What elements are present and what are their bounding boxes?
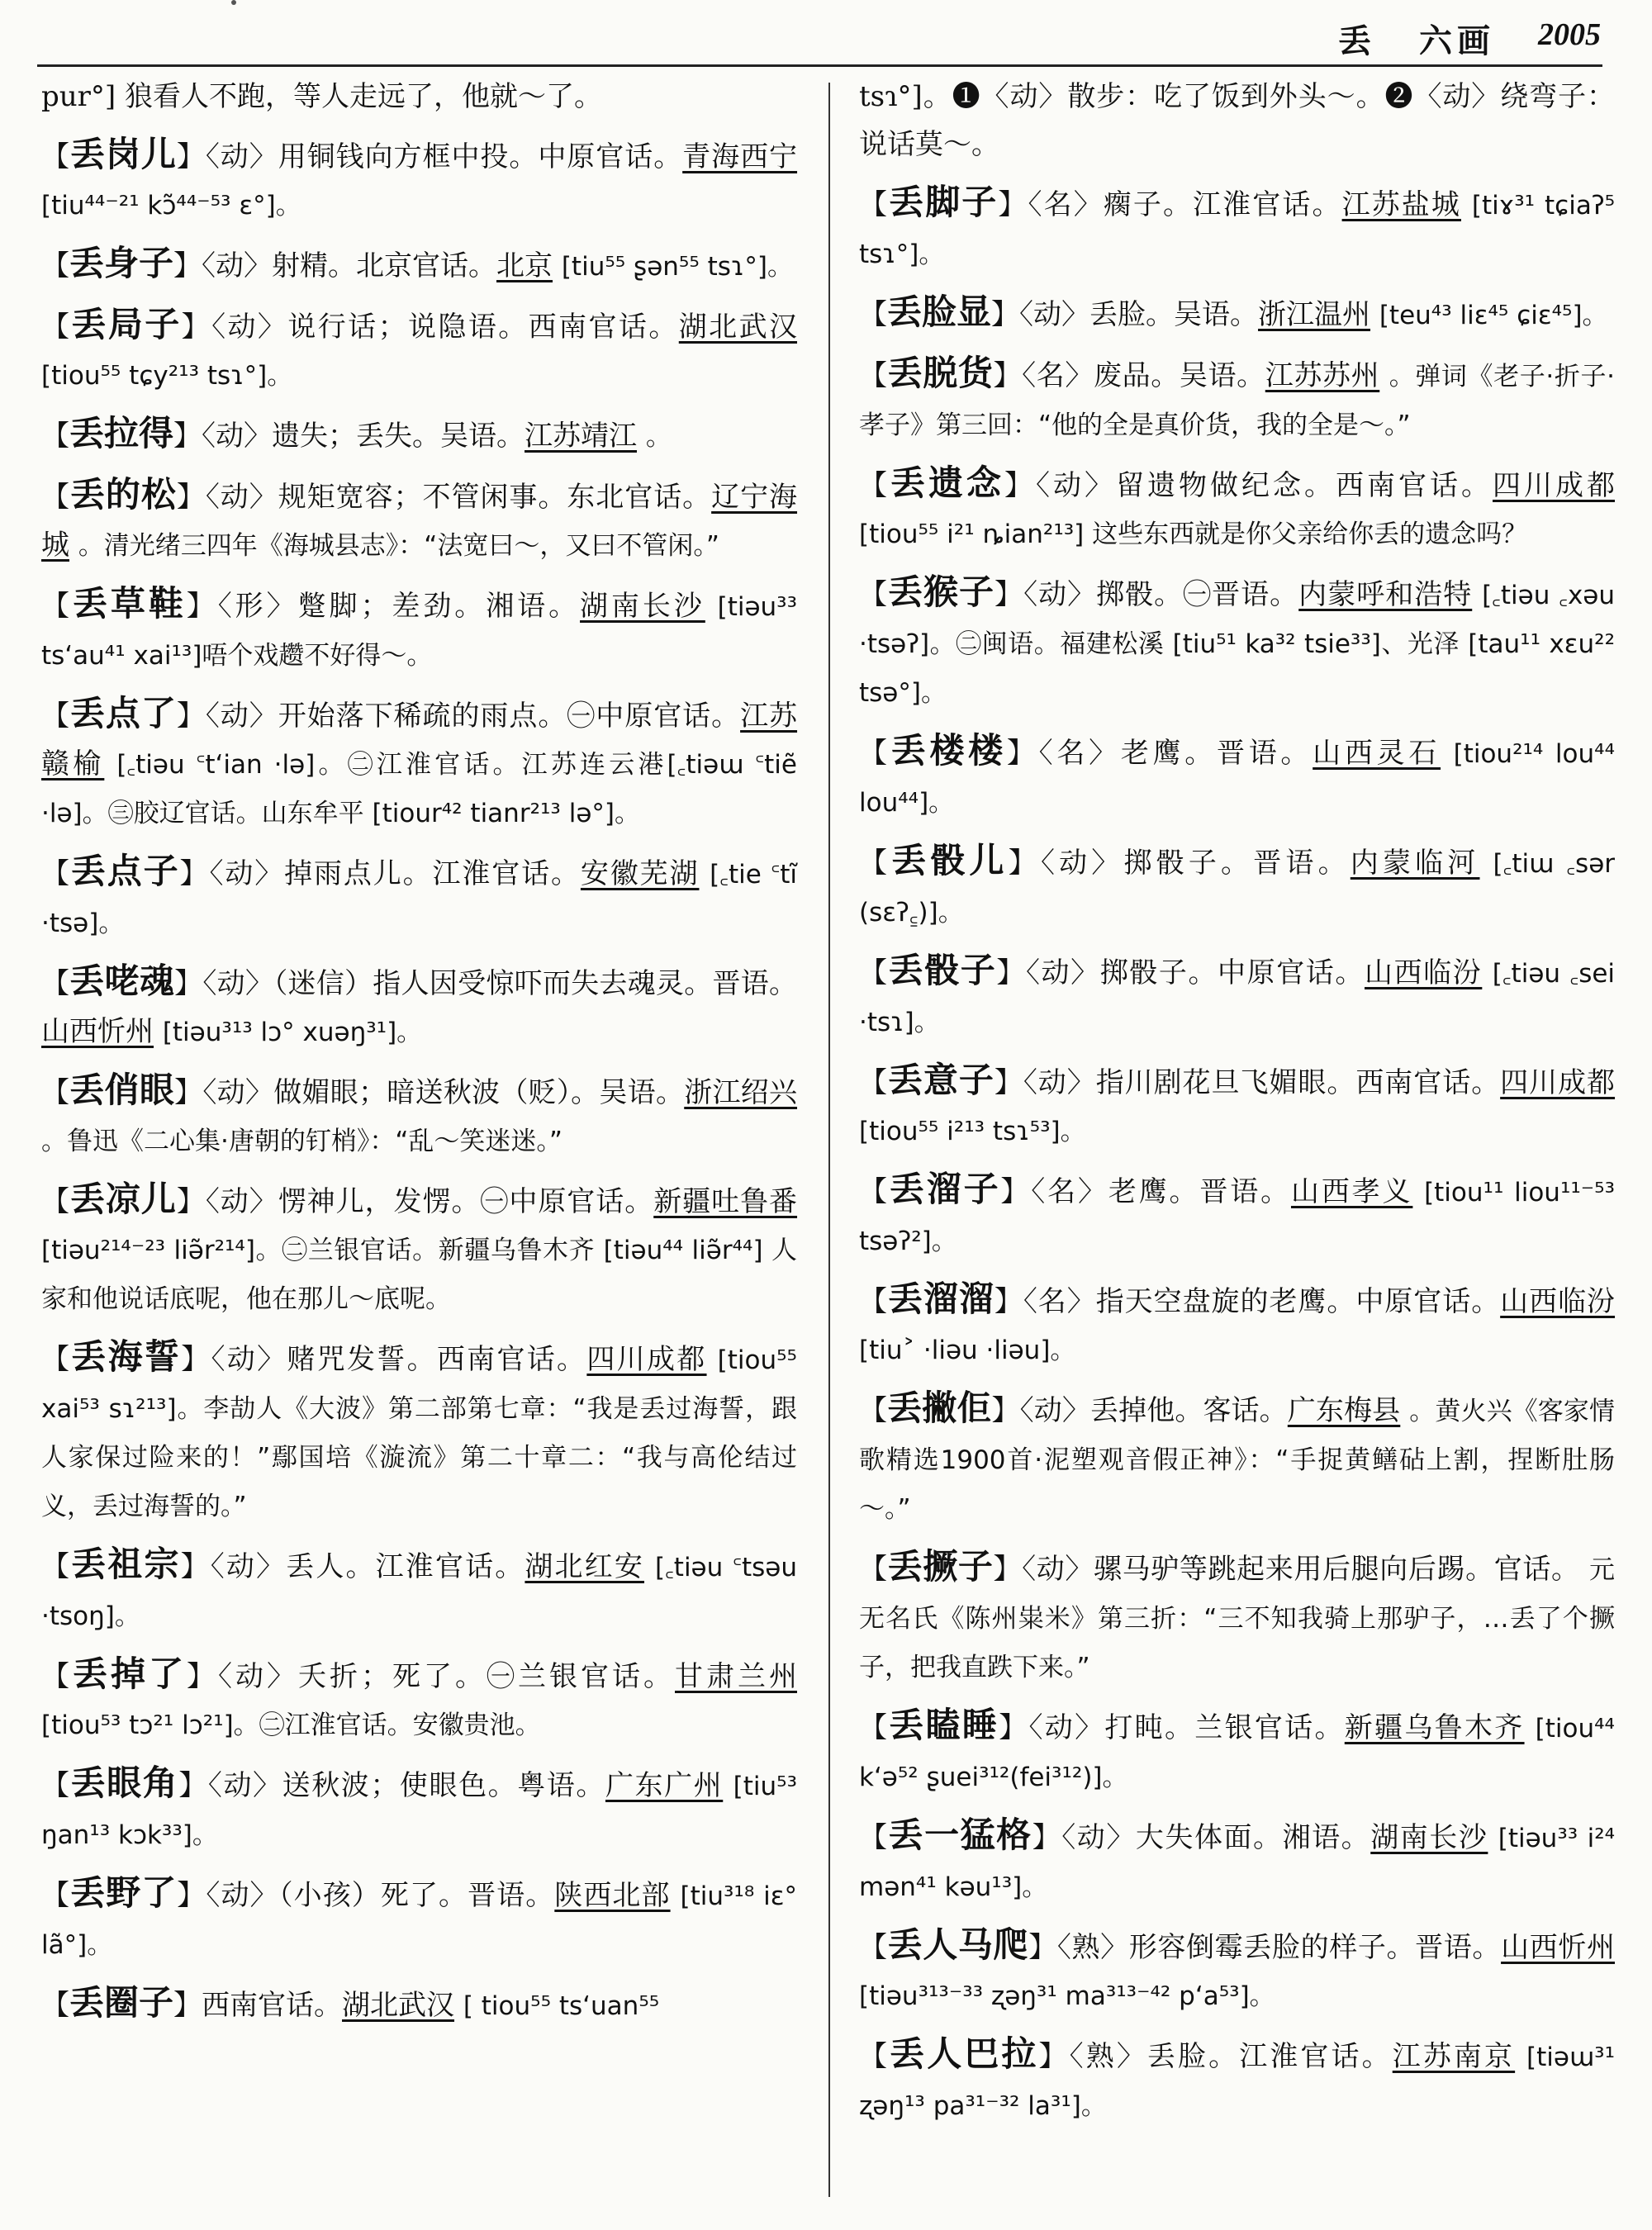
part-of-speech: 〈动〉: [202, 420, 273, 453]
definition-text: 指川剧花旦飞媚眼。西南官话。: [1095, 1066, 1501, 1099]
dictionary-entry: 【丢海誓】〈动〉赌咒发誓。西南官话。四川成都 [tiou⁵⁵ xai⁵³ sɿ²¹³]。李劼人《大波》第二部第七章：“我是丢过海誓，跟人家保过险来的！”鄢国培《漩流》第二十章二：“我与高伦结过义，丢过海誓的。”: [41, 1336, 797, 1521]
part-of-speech: 〈熟〉: [1056, 1931, 1129, 1964]
phonetic-transcription: 。鲁迅《二心集·唐朝的钉梢》：“乱～笑迷迷。”: [41, 1127, 563, 1156]
definition-text: 西南官话。: [202, 1989, 343, 2022]
part-of-speech: 〈动〉: [202, 967, 274, 1000]
dictionary-entry: 【丢局子】〈动〉说行话；说隐语。西南官话。湖北武汉 [tiou⁵⁵ tɕy²¹³ tsɿ°]。: [41, 304, 798, 391]
dialect-location: 山西灵石: [1313, 737, 1441, 770]
definition-text: 遗失；丢失。吴语。: [272, 420, 525, 453]
definition-text: pur°] 狼看人不跑，等人走远了，他就～了。: [41, 80, 602, 113]
dictionary-entry: 【丢身子】〈动〉射精。北京官话。北京 [tiu⁵⁵ ʂən⁵⁵ tsɿ°]。: [41, 243, 793, 283]
dictionary-entry: 【丢点了】〈动〉开始落下稀疏的雨点。㊀中原官话。江苏赣榆 [꜀tiəu ꜂tʻian ·lə]。㊁江淮官话。江苏连云港[꜀tiəɯ ꜂tiẽ ·lə]。㊂胶辽官话。山东牟平 [tiour⁴² tianr²¹³ lə°]。: [41, 693, 798, 828]
entry-headword: 丢掉了: [73, 1654, 187, 1694]
dialect-location: 辽宁海城: [41, 481, 798, 562]
entry-headword: 丢点子: [70, 851, 180, 891]
dialect-location: 江苏南京: [1392, 2040, 1516, 2073]
definition-text: tsɿ°]。❶〈动〉散步：吃了饭到外头～。❷〈动〉绕弯子：说话莫～。: [859, 80, 1615, 161]
dialect-location: 山西临汾: [1364, 956, 1483, 989]
part-of-speech: 〈动〉: [1025, 956, 1100, 989]
part-of-speech: 〈动〉: [211, 311, 288, 344]
entry-headword: 丢凉儿: [69, 1179, 177, 1219]
dialect-location: 安徽芜湖: [580, 857, 700, 890]
phonetic-transcription: [tiu⁴⁴⁻²¹ kɔ̃⁴⁴⁻⁵³ ɛ°]。: [41, 191, 301, 221]
entry-headword: 丢身子: [69, 243, 174, 283]
dictionary-entry: 【丢撇佢】〈动〉丢掉他。客话。广东梅县 。黄火兴《客家情歌精选1900首·泥塑观音假正神》：“手捉黄鳝砧上割，捏断肚肠～。”: [859, 1388, 1616, 1524]
dictionary-entry: [41, 73, 797, 121]
phonetic-transcription: [tiu⁵⁵ ʂən⁵⁵ tsɿ°]。: [561, 252, 793, 282]
entry-headword: 丢猴子: [888, 572, 995, 612]
phonetic-transcription: [tiou⁵³ tɔ²¹ lɔ²¹]。㊁江淮官话。安徽贵池。: [41, 1710, 541, 1740]
entry-headword: 丢脸显: [887, 292, 992, 332]
definition-text: 丢人。江淮官话。: [286, 1550, 525, 1583]
entry-headword: 丢脱货: [887, 353, 994, 393]
dialect-location: 内蒙临河: [1350, 847, 1480, 880]
page-header: [0, 0, 1652, 66]
dialect-location: 青海西宁: [682, 140, 798, 173]
part-of-speech: 〈动〉: [206, 1879, 279, 1912]
part-of-speech: 〈名〉: [1022, 359, 1094, 392]
dialect-location: 广东梅县: [1287, 1394, 1401, 1427]
definition-text: 掷骰。㊀晋语。: [1096, 578, 1299, 611]
definition-text: 蹩脚；差劲。湘语。: [297, 590, 581, 623]
part-of-speech: 〈动〉: [1061, 1821, 1136, 1854]
definition-text: 掷骰子。中原官话。: [1099, 956, 1365, 989]
entry-headword: 丢人巴拉: [890, 2033, 1039, 2074]
entry-headword: 丢的松: [69, 474, 177, 515]
entry-headword: 丢撇佢: [887, 1388, 992, 1428]
definition-text: 老鹰。晋语。: [1108, 1175, 1291, 1208]
part-of-speech: 〈熟〉: [1069, 2040, 1147, 2073]
entry-headword: 丢溜子: [889, 1169, 1001, 1209]
part-of-speech: 〈动〉: [1023, 578, 1097, 611]
entry-headword: 丢祖宗: [71, 1544, 181, 1584]
part-of-speech: 〈动〉: [207, 1769, 282, 1802]
entry-headword: 丢人马爬: [887, 1924, 1029, 1965]
definition-text: 丢脸。吴语。: [1089, 298, 1259, 331]
dialect-location: 新疆乌鲁木齐: [1344, 1711, 1525, 1744]
dictionary-entry: 【丢脱货】〈名〉废品。吴语。江苏苏州 。弹词《老子·折子·孝子》第三回：“他的全是真价货，我的全是～。”: [859, 353, 1616, 440]
part-of-speech: 〈动〉: [218, 1660, 298, 1693]
dialect-location: 湖北红安: [525, 1550, 644, 1583]
dialect-location: 江苏靖江: [525, 420, 638, 453]
phonetic-transcription: [tiou¹¹ liou¹¹⁻⁵³ tsəʔ²]。: [859, 1178, 1616, 1256]
entry-headword: 丢拉得: [69, 413, 174, 453]
definition-text: 送秋波；使眼色。粤语。: [282, 1769, 605, 1802]
definition-text: 开始落下稀疏的雨点。㊀中原官话。: [278, 700, 741, 733]
phonetic-transcription: [꜀tiəu ꜂tʻian ·lə]。㊁江淮官话。江苏连云港[꜀tiəɯ ꜂tiẽ ·lə]。㊂胶辽官话。山东牟平 [tiour⁴² tianr²¹³ lə°]。: [41, 750, 797, 828]
phonetic-transcription: [ tiou⁵⁵ tsʻuan⁵⁵: [463, 1991, 660, 2021]
dictionary-entry: 【丢溜溜】〈名〉指天空盘旋的老鹰。中原官话。山西临汾 [tiu˃ ·liəu ·liəu]。: [859, 1279, 1616, 1365]
part-of-speech: 〈动〉: [209, 857, 285, 890]
phonetic-transcription: [tiəu²¹⁴⁻²³ liə̃r²¹⁴]。㊁兰银官话。新疆乌鲁木齐 [tiəu⁴⁴ liə̃r⁴⁴] 人家和他说话底呢，他在那儿～底呢。: [41, 1236, 797, 1314]
phonetic-transcription: [tiəu³¹³ lɔ° xuəŋ³¹]。: [162, 1018, 423, 1047]
dictionary-entry: 【丢咾魂】〈动〉（迷信）指人因受惊吓而失去魂灵。晋语。山西忻州 [tiəu³¹³ lɔ° xuəŋ³¹]。: [41, 961, 798, 1048]
phonetic-transcription: [teu⁴³ liɛ⁴⁵ ɕiɛ⁴⁵]。: [1379, 301, 1608, 330]
definition-text: 掷骰子。晋语。: [1123, 847, 1351, 880]
entry-headword: 丢楼楼: [890, 730, 1007, 771]
definition-text: 用铜钱向方框中投。中原官话。: [278, 140, 683, 173]
dictionary-entry: 【丢圈子】西南官话。湖北武汉 [ tiou⁵⁵ tsʻuan⁵⁵: [41, 1982, 660, 2023]
definition-text: 规矩宽容；不管闲事。东北官话。: [278, 481, 712, 514]
definition-text: 瘸子。江淮官话。: [1103, 188, 1342, 221]
dictionary-entry: 【丢眼角】〈动〉送秋波；使眼色。粤语。广东广州 [tiu⁵³ ŋan¹³ kɔk³³]。: [41, 1763, 798, 1850]
dictionary-entry: 【丢祖宗】〈动〉丢人。江淮官话。湖北红安 [꜀tiəu ꜂tsəu ·tsoŋ]。: [41, 1544, 798, 1631]
entry-headword: 丢骰子: [888, 950, 997, 990]
dialect-location: 江苏盐城: [1341, 188, 1461, 221]
phonetic-transcription: [tiou⁵⁵ i²¹³ tsɿ⁵³]。: [859, 1117, 1086, 1146]
dictionary-entry: 【丢一猛格】〈动〉大失体面。湘语。湖南长沙 [tiəu³³ i²⁴ mən⁴¹ kəu¹³]。: [859, 1815, 1616, 1902]
dialect-location: 四川成都: [1500, 1066, 1616, 1099]
entry-headword: 丢瞌睡: [889, 1705, 999, 1745]
dialect-location: 浙江温州: [1258, 298, 1371, 331]
definition-text: 愣神儿，发愣。㊀中原官话。: [278, 1185, 654, 1218]
definition-text: 老鹰。晋语。: [1120, 737, 1313, 770]
entry-headword: 丢局子: [71, 304, 182, 344]
entry-headword: 丢溜溜: [887, 1279, 995, 1319]
part-of-speech: 〈动〉: [1023, 1066, 1096, 1099]
entry-headword: 丢草鞋: [72, 583, 187, 624]
dictionary-entry: 【丢撅子】〈动〉骡马驴等跳起来用后腿向后踢。官话。 元无名氏《陈州粜米》第三折：“三不知我骑上那驴子，…丢了个撅子，把我直跌下来。”: [859, 1546, 1616, 1682]
dialect-location: 江苏赣榆: [41, 700, 798, 780]
definition-text: 掉雨点儿。江淮官话。: [284, 857, 581, 890]
dictionary-entry: 【丢楼楼】〈名〉老鹰。晋语。山西灵石 [tiou²¹⁴ lou⁴⁴ lou⁴⁴]。: [859, 730, 1616, 818]
part-of-speech: 〈动〉: [211, 1343, 287, 1376]
part-of-speech: 〈动〉: [1019, 1394, 1090, 1427]
dictionary-entry: 【丢俏眼】〈动〉做媚眼；暗送秋波（贬）。吴语。浙江绍兴 。鲁迅《二心集·唐朝的钉梢》：“乱～笑迷迷。”: [41, 1070, 798, 1156]
definition-text: 说行话；说隐语。西南官话。: [287, 311, 679, 344]
phonetic-transcription: [tiou⁵⁵ tɕy²¹³ tsɿ°]。: [41, 361, 293, 391]
part-of-speech: 〈动〉: [1022, 1553, 1094, 1586]
phonetic-transcription: [꜀tiəu ꜀xəu ·tsəʔ]。㊁闽语。福建松溪 [tiu⁵¹ ka³² tsie³³]、光泽 [tau¹¹ xɛu²² tsə°]。: [859, 581, 1616, 708]
part-of-speech: 〈动〉: [1019, 298, 1090, 331]
dictionary-entry: 【丢野了】〈动〉（小孩）死了。晋语。陕西北部 [tiu³¹⁸ iɛ° lã°]。: [41, 1872, 798, 1960]
phonetic-transcription: [꜀tiəu ꜂tsəu ·tsoŋ]。: [41, 1553, 798, 1631]
dictionary-entry: 【丢点子】〈动〉掉雨点儿。江淮官话。安徽芜湖 [꜀tie ꜂tĩ ·tsə]。: [41, 851, 798, 938]
part-of-speech: 〈动〉: [205, 481, 278, 514]
entry-headword: 丢脚子: [889, 182, 999, 222]
entry-headword: 丢俏眼: [69, 1070, 175, 1110]
phonetic-transcription: 。弹词《老子·折子·孝子》第三回：“他的全是真价货，我的全是～。”: [859, 362, 1616, 440]
part-of-speech: 〈名〉: [1023, 1285, 1096, 1318]
phonetic-transcription: [tiəɯ³¹ ʐəŋ¹³ pa³¹⁻³² la³¹]。: [859, 2043, 1616, 2121]
phonetic-transcription: 元无名氏《陈州粜米》第三折：“三不知我骑上那驴子，…丢了个撅子，把我直跌下来。”: [859, 1555, 1616, 1682]
dialect-location: 北京: [496, 249, 553, 282]
dialect-location: 陕西北部: [554, 1879, 671, 1912]
dialect-location: 江苏苏州: [1265, 359, 1380, 392]
phonetic-transcription: 。: [645, 422, 672, 452]
phonetic-transcription: [꜀tiɯ ꜀sər (sɛʔ꜁)]。: [859, 849, 1616, 928]
header-rule: [37, 64, 1602, 67]
part-of-speech: 〈名〉: [1031, 1175, 1108, 1208]
phonetic-transcription: [tiu³¹⁸ iɛ° lã°]。: [41, 1881, 798, 1960]
part-of-speech: 〈名〉: [1038, 737, 1121, 770]
phonetic-transcription: [tiɤ³¹ tɕiaʔ⁵ tsɿ°]。: [859, 191, 1616, 269]
dictionary-entry: 【丢草鞋】〈形〉蹩脚；差劲。湘语。湖南长沙 [tiəu³³ tsʻau⁴¹ xai¹³]唔个戏趱不好得～。: [41, 583, 798, 671]
part-of-speech: 〈形〉: [217, 590, 298, 623]
entry-headword: 丢撅子: [887, 1546, 994, 1587]
part-of-speech: 〈动〉: [205, 1185, 278, 1218]
dictionary-entry: 【丢瞌睡】〈动〉打盹。兰银官话。新疆乌鲁木齐 [tiou⁴⁴ kʻə⁵² ʂuei³¹²(fei³¹²)]。: [859, 1705, 1615, 1792]
phonetic-transcription: [tiəu³¹³⁻³³ ʐəŋ³¹ ma³¹³⁻⁴² pʻa⁵³]。: [859, 1981, 1275, 2011]
dictionary-entry: 【丢凉儿】〈动〉愣神儿，发愣。㊀中原官话。新疆吐鲁番 [tiəu²¹⁴⁻²³ liə̃r²¹⁴]。㊁兰银官话。新疆乌鲁木齐 [tiəu⁴⁴ liə̃r⁴⁴] 人家和他说话底呢，他在那儿～底呢。: [41, 1179, 798, 1314]
dictionary-entry: 【丢猴子】〈动〉掷骰。㊀晋语。内蒙呼和浩特 [꜀tiəu ꜀xəu ·tsəʔ]。㊁闽语。福建松溪 [tiu⁵¹ ka³² tsie³³]、光泽 [tau¹¹ xɛu²² tsə°]。: [859, 572, 1616, 708]
dictionary-entry: 【丢人巴拉】〈熟〉丢脸。江淮官话。江苏南京 [tiəɯ³¹ ʐəŋ¹³ pa³¹⁻³² la³¹]。: [859, 2033, 1616, 2121]
dictionary-entry: 【丢骰儿】〈动〉掷骰子。晋语。内蒙临河 [꜀tiɯ ꜀sər (sɛʔ꜁)]。: [859, 840, 1616, 928]
phonetic-transcription: [꜀tiəu ꜀sei ·tsɿ]。: [859, 959, 1616, 1037]
column-divider: [828, 83, 830, 2197]
dialect-location: 湖北武汉: [678, 311, 798, 344]
entry-headword: 丢骰儿: [891, 840, 1009, 880]
dialect-location: 山西临汾: [1500, 1285, 1616, 1318]
entry-headword: 丢海誓: [71, 1336, 182, 1377]
dialect-location: 浙江绍兴: [684, 1076, 798, 1109]
dialect-location: 湖南长沙: [1370, 1821, 1488, 1854]
definition-text: 骡马驴等跳起来用后腿向后踢。官话。: [1094, 1553, 1580, 1586]
dictionary-entry: 【丢溜子】〈名〉老鹰。晋语。山西孝义 [tiou¹¹ liou¹¹⁻⁵³ tsəʔ²]。: [859, 1169, 1616, 1256]
dialect-location: 甘肃兰州: [675, 1660, 797, 1693]
dialect-location: 湖北武汉: [342, 1989, 455, 2022]
dictionary-entry: 【丢脚子】〈名〉瘸子。江淮官话。江苏盐城 [tiɤ³¹ tɕiaʔ⁵ tsɿ°]。: [859, 182, 1616, 269]
header-char: 丢: [1338, 21, 1371, 60]
part-of-speech: 〈动〉: [202, 249, 273, 282]
phonetic-transcription: [tiou²¹⁴ lou⁴⁴ lou⁴⁴]。: [859, 739, 1616, 818]
phonetic-transcription: [tiou⁵⁵ xai⁵³ sɿ²¹³]。李劼人《大波》第二部第七章：“我是丢过海誓，跟人家保过险来的！”鄢国培《漩流》第二十章二：“我与高伦结过义，丢过海誓的。”: [41, 1345, 797, 1521]
definition-text: 大失体面。湘语。: [1135, 1821, 1371, 1854]
dictionary-entry: 【丢骰子】〈动〉掷骰子。中原官话。山西临汾 [꜀tiəu ꜀sei ·tsɿ]。: [859, 950, 1616, 1037]
definition-text: （小孩）死了。晋语。: [278, 1879, 555, 1912]
dictionary-entry: 【丢掉了】〈动〉夭折；死了。㊀兰银官话。甘肃兰州 [tiou⁵³ tɔ²¹ lɔ²¹]。㊁江淮官话。安徽贵池。: [41, 1654, 797, 1740]
dialect-location: 山西忻州: [41, 1015, 154, 1048]
page-number: 2005: [1538, 17, 1601, 52]
definition-text: 丢掉他。客话。: [1089, 1394, 1288, 1427]
part-of-speech: 〈动〉: [1028, 1711, 1105, 1744]
phonetic-transcription: 。黄火兴《客家情歌精选1900首·泥塑观音假正神》：“手捉黄鳝砧上割，捏断肚肠～。”: [859, 1397, 1616, 1524]
dictionary-entry: 【丢脸显】〈动〉丢脸。吴语。浙江温州 [teu⁴³ liɛ⁴⁵ ɕiɛ⁴⁵]。: [859, 292, 1608, 332]
phonetic-transcription: [tiou⁴⁴ kʻə⁵² ʂuei³¹²(fei³¹²)]。: [859, 1714, 1615, 1792]
definition-text: 形容倒霉丢脸的样子。晋语。: [1128, 1931, 1502, 1964]
entry-headword: 丢岗儿: [69, 134, 177, 174]
definition-text: 打盹。兰银官话。: [1104, 1711, 1345, 1744]
phonetic-transcription: [tiu⁵³ ŋan¹³ kɔk³³]。: [41, 1772, 798, 1850]
dialect-location: 四川成都: [1493, 469, 1615, 502]
dialect-location: 山西孝义: [1290, 1175, 1413, 1208]
part-of-speech: 〈动〉: [1040, 847, 1124, 880]
entry-headword: 丢遗念: [890, 463, 1004, 503]
right-column: [859, 73, 1615, 2140]
entry-headword: 丢野了: [70, 1872, 178, 1913]
dialect-location: 广东广州: [605, 1769, 724, 1802]
dictionary-entry: [859, 73, 1615, 168]
dictionary-entry: 【丢岗儿】〈动〉用铜钱向方框中投。中原官话。青海西宁 [tiu⁴⁴⁻²¹ kɔ̃⁴⁴⁻⁵³ ɛ°]。: [41, 134, 798, 221]
definition-text: 废品。吴语。: [1094, 359, 1265, 392]
part-of-speech: 〈动〉: [210, 1550, 287, 1583]
phonetic-transcription: [tiəu³³ tsʻau⁴¹ xai¹³]唔个戏趱不好得～。: [41, 592, 798, 671]
phonetic-transcription: [tiou⁵⁵ i²¹ ȵian²¹³] 这些东西就是你父亲给你丢的遗念吗？: [859, 520, 1528, 549]
part-of-speech: 〈名〉: [1028, 188, 1104, 221]
part-of-speech: 〈动〉: [205, 700, 278, 733]
entry-headword: 丢意子: [887, 1060, 995, 1100]
dictionary-entry: 【丢拉得】〈动〉遗失；丢失。吴语。江苏靖江 。: [41, 413, 672, 453]
dictionary-entry: 【丢遗念】〈动〉留遗物做纪念。西南官话。四川成都 [tiou⁵⁵ i²¹ ȵian²¹³] 这些东西就是你父亲给你丢的遗念吗？: [859, 463, 1615, 549]
phonetic-transcription: [tiəu³³ i²⁴ mən⁴¹ kəu¹³]。: [859, 1824, 1616, 1902]
definition-text: 夭折；死了。㊀兰银官话。: [298, 1660, 675, 1693]
part-of-speech: 〈动〉: [202, 1076, 274, 1109]
part-of-speech: 〈动〉: [205, 140, 278, 173]
definition-text: 赌咒发誓。西南官话。: [287, 1343, 587, 1376]
entry-headword: 丢一猛格: [888, 1815, 1032, 1855]
phonetic-transcription: [tiu˃ ·liəu ·liəu]。: [859, 1336, 1076, 1365]
definition-text: （迷信）指人因受惊吓而失去魂灵。晋语。: [273, 967, 798, 1000]
dialect-location: 山西忻州: [1501, 1931, 1615, 1964]
dialect-location: 湖南长沙: [580, 590, 705, 623]
definition-text: 射精。北京官话。: [272, 249, 497, 282]
definition-text: 留遗物做纪念。西南官话。: [1116, 469, 1493, 502]
entry-headword: 丢眼角: [70, 1763, 179, 1803]
entry-headword: 丢圈子: [69, 1982, 174, 2023]
dialect-location: 新疆吐鲁番: [653, 1185, 798, 1218]
dictionary-entry: 【丢意子】〈动〉指川剧花旦飞媚眼。西南官话。四川成都 [tiou⁵⁵ i²¹³ tsɿ⁵³]。: [859, 1060, 1616, 1146]
definition-text: 丢脸。江淮官话。: [1146, 2040, 1393, 2073]
part-of-speech: 〈动〉: [1036, 469, 1116, 502]
phonetic-transcription: [꜀tie ꜂tĩ ·tsə]。: [41, 860, 798, 938]
dictionary-entry: 【丢人马爬】〈熟〉形容倒霉丢脸的样子。晋语。山西忻州 [tiəu³¹³⁻³³ ʐəŋ³¹ ma³¹³⁻⁴² pʻa⁵³]。: [859, 1924, 1615, 2011]
phonetic-transcription: 。清光绪三四年《海城县志》：“法宽曰～，又曰不管闲。”: [78, 531, 719, 561]
left-column: [41, 73, 797, 2040]
entry-headword: 丢咾魂: [69, 961, 175, 1001]
header-section: 六画: [1419, 21, 1495, 60]
dialect-location: 四川成都: [586, 1343, 707, 1376]
entry-headword: 丢点了: [69, 693, 177, 733]
dictionary-entry: 【丢的松】〈动〉规矩宽容；不管闲事。东北官话。辽宁海城 。清光绪三四年《海城县志》：“法宽曰～，又曰不管闲。”: [41, 474, 798, 562]
definition-text: 指天空盘旋的老鹰。中原官话。: [1095, 1285, 1501, 1318]
definition-text: 做媚眼；暗送秋波（贬）。吴语。: [273, 1076, 685, 1109]
dialect-location: 内蒙呼和浩特: [1298, 578, 1473, 611]
